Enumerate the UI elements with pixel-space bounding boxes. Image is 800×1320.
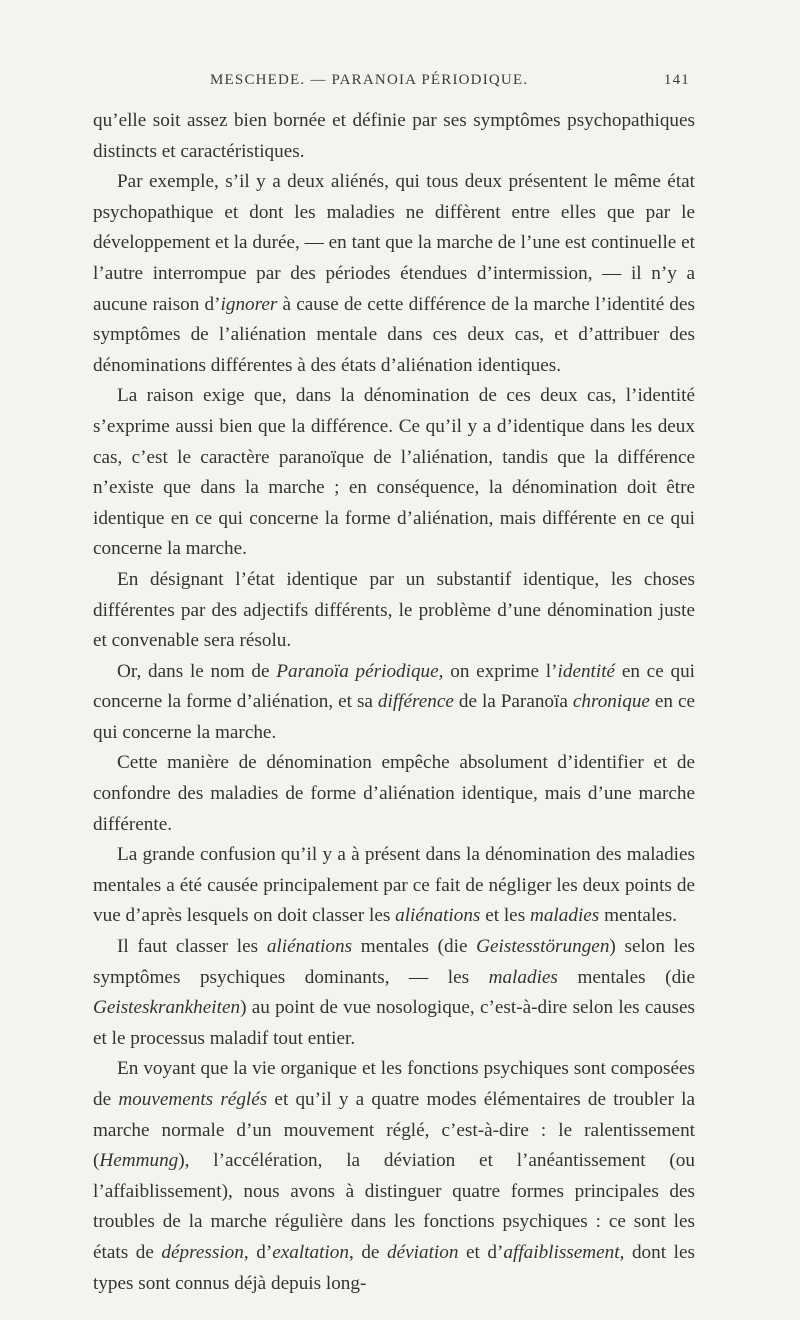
paragraph [93, 1054, 695, 1299]
text-run: Par exemple, s’il y a deux aliénés, qui tous deux présentent le même état psychopathique et dont les maladies ne diffèrent entre elles que par le développement et la durée, — en tant que la marche de l’une est continuelle et l’autre interrompue par des périodes étendues d’intermission, — il n’y a aucune raison d’ [93, 171, 695, 315]
italic-term: ignorer [220, 293, 278, 315]
italic-term: exaltation [272, 1241, 349, 1263]
text-run: , de [348, 1241, 388, 1263]
text-run: En voyant que la vie organique et les fonctions psychiques sont composées de [93, 1058, 695, 1110]
text-run: ), l’accélération, la déviation et l’anéantissement (ou l’affaiblissement), nous avons à distinguer quatre formes principales des troubles de la marche régulière dans les fonctions psychiques : ce sont les états de [93, 1150, 695, 1263]
text-run: en ce qui concerne la marche. [93, 691, 695, 743]
text-run: En désignant l’état identique par un substantif identique, les choses différentes par des adjectifs différents, le problème d’une dénomination juste et convenable sera résolu. [93, 568, 695, 652]
italic-term: déviation [387, 1241, 459, 1263]
paragraph [93, 167, 695, 381]
italic-term: aliénations [395, 905, 481, 927]
text-run: qu’elle soit assez bien bornée et définie par ses symptômes psychopathiques distincts et caractéristiques. [93, 110, 695, 162]
text-run: et d’ [458, 1241, 504, 1263]
italic-term: mouvements réglés [118, 1089, 268, 1110]
text-run: La raison exige que, dans la dénomination de ces deux cas, l’identité s’exprime aussi bien que la différence. Ce qu’il y a d’identique dans les deux cas, c’est le caractère paranoïque de l’aliénation, tandis que la différence n’existe que dans la marche ; en conséquence, la dénomination doit être identique en ce qui concerne la forme d’aliénation, mais différente en ce qui concerne la marche. [93, 385, 695, 560]
text-run: Cette manière de dénomination empêche absolument d’identifier et de confondre des maladies de forme d’aliénation identique, mais d’une marche différente. [93, 752, 695, 835]
text-run: et qu’il y a quatre modes élémentaires de troubler la marche normale d’un mouvement réglé, c’est-à-dire : le ralentissement ( [93, 1089, 695, 1172]
text-run: , on exprime l’ [438, 660, 558, 682]
paragraph [93, 381, 695, 565]
paragraph [93, 657, 695, 749]
text-run: en ce qui concerne la forme d’aliénation, et sa [93, 660, 695, 713]
italic-term: aliénations [266, 936, 353, 958]
paragraph [93, 565, 695, 657]
italic-term: Hemmung [99, 1150, 179, 1172]
text-run: ) selon les symptômes psychiques dominants, — les [93, 936, 695, 988]
italic-term: maladies [488, 966, 558, 988]
text-run: Il faut classer les [117, 936, 267, 958]
text-run: à cause de cette différence de la marche l’identité des symptômes de l’aliénation mentale dans ces deux cas, et d’attribuer des dénominations différentes à des états d’aliénation identiques. [93, 293, 695, 376]
italic-term: Paranoïa périodique [276, 660, 439, 682]
text-run: mentales (die [557, 966, 696, 988]
paragraph [93, 106, 695, 167]
italic-term: Geistesstörungen [476, 936, 610, 958]
italic-term: chronique [572, 691, 650, 713]
text-run: et les [480, 905, 530, 927]
page-number: 141 [663, 72, 690, 88]
text-run: ) au point de vue nosologique, c’est-à-dire selon les causes et le processus maladif tout entier. [93, 997, 695, 1049]
body-text [93, 106, 695, 1299]
running-header [210, 72, 690, 98]
italic-term: affaiblissement [503, 1241, 620, 1263]
text-run: Or, dans le nom de [117, 660, 277, 682]
italic-term: identité [557, 660, 616, 682]
italic-term: maladies [529, 905, 600, 927]
text-run: La grande confusion qu’il y a à présent dans la dénomination des maladies mentales a été causée principalement par ce fait de négliger les deux points de vue d’après lesquels on doit classer les [93, 844, 695, 927]
text-run: mentales (die [352, 936, 477, 958]
text-run: , dont les types sont connus déjà depuis long- [93, 1241, 695, 1294]
text-run: mentales. [599, 905, 678, 927]
text-run: , d’ [243, 1241, 273, 1263]
italic-term: dépression [161, 1241, 244, 1263]
text-run: de la Paranoïa [453, 691, 573, 713]
paragraph [93, 932, 695, 1054]
italic-term: Geisteskrankheiten [93, 997, 241, 1019]
paragraph [93, 840, 695, 932]
running-title: MESCHEDE. — PARANOIA PÉRIODIQUE. [210, 72, 529, 88]
italic-term: différence [377, 691, 454, 713]
paragraph [93, 748, 695, 840]
